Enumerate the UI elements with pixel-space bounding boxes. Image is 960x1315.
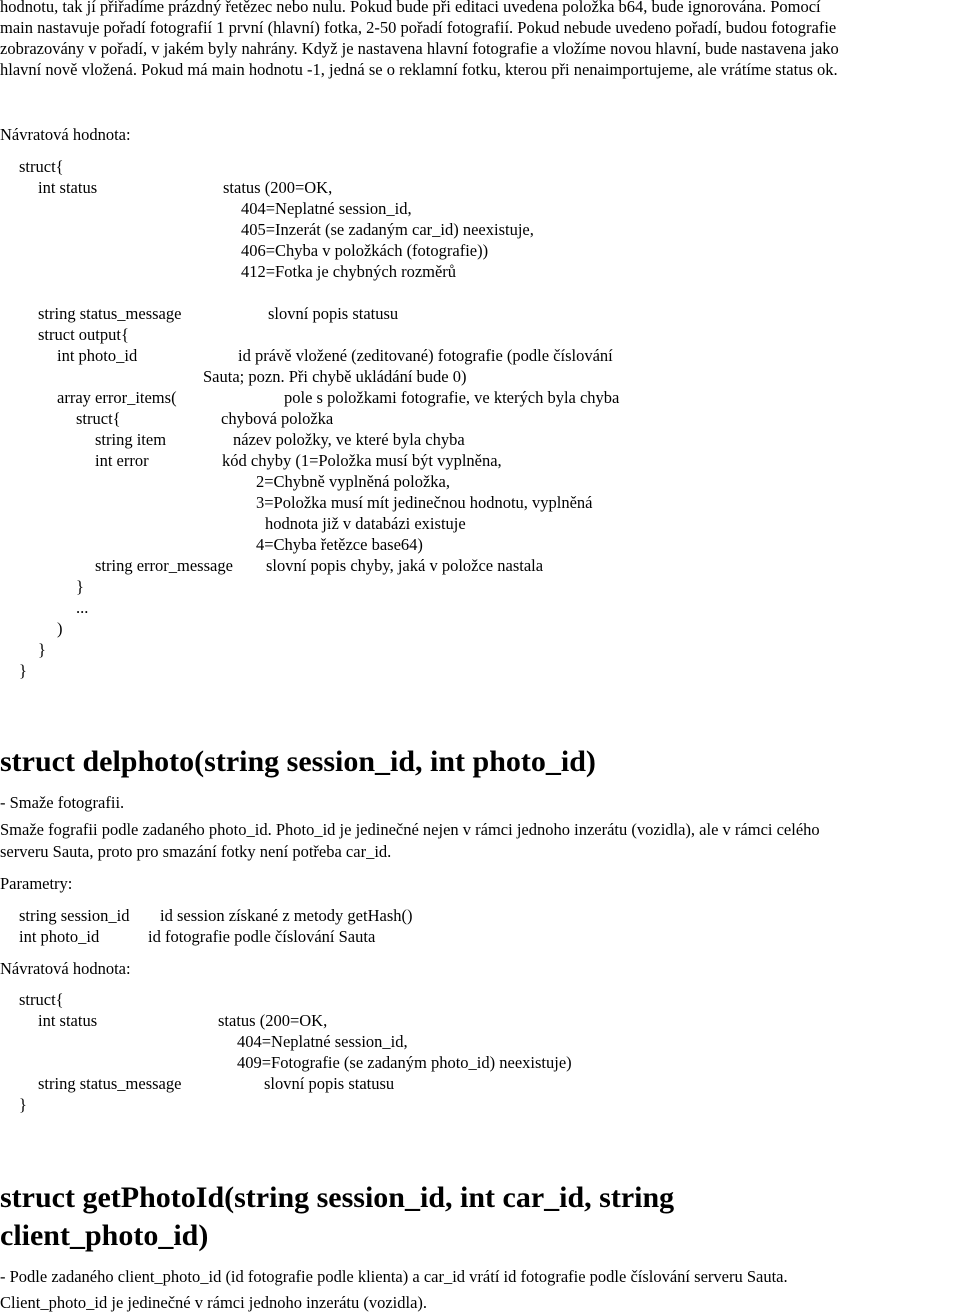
return-label: Návratová hodnota: xyxy=(0,125,131,144)
status-desc-3: 405=Inzerát (se zadaným car_id) neexistuje, xyxy=(241,220,534,239)
status-message-desc: slovní popis statusu xyxy=(268,304,399,323)
field-int-status: int status xyxy=(38,178,98,197)
delphoto-struct-open: struct{ xyxy=(19,990,64,1009)
getphotoid-heading-1: struct getPhotoId(string session_id, int car_id, string xyxy=(0,1181,675,1214)
status-desc-1: status (200=OK, xyxy=(223,178,333,197)
error-items-desc: pole s položkami fotografie, ve kterých byla chyba xyxy=(284,388,620,407)
error-desc-1: kód chyby (1=Položka musí být vyplněna, xyxy=(222,451,502,470)
delphoto-field-status-message: string status_message xyxy=(38,1074,182,1093)
struct-open: struct{ xyxy=(19,157,64,176)
delphoto-status-desc-3: 409=Fotografie (se zadaným photo_id) neexistuje) xyxy=(237,1053,572,1072)
delphoto-status-desc-2: 404=Neplatné session_id, xyxy=(237,1032,408,1051)
delphoto-desc-2: serveru Sauta, proto pro smazání fotky není potřeba car_id. xyxy=(0,842,392,861)
status-desc-5: 412=Fotka je chybných rozměrů xyxy=(241,262,457,281)
inner-struct: struct{ xyxy=(76,409,121,428)
intro-line-2: main nastavuje pořadí fotografií 1 první (hlavní) fotka, 2-50 pořadí fotografií. Pokud nebude uvedeno pořadí, budou fotografie xyxy=(0,18,837,37)
field-error: int error xyxy=(95,451,149,470)
getphotoid-desc-1: - Podle zadaného client_photo_id (id fotografie podle klienta) a car_id vrátí id fotografie podle číslování serveru Sauta. xyxy=(0,1267,788,1286)
field-item: string item xyxy=(95,430,167,449)
field-error-message: string error_message xyxy=(95,556,233,575)
photo-id-desc-1: id právě vložené (zeditované) fotografie (podle číslování xyxy=(238,346,613,365)
delphoto-status-desc-1: status (200=OK, xyxy=(218,1011,328,1030)
error-desc-3: 3=Položka musí mít jedinečnou hodnotu, vyplněná xyxy=(256,493,593,512)
delphoto-field-status: int status xyxy=(38,1011,98,1030)
close-output: } xyxy=(38,640,46,659)
close-inner-struct: } xyxy=(76,577,84,596)
close-paren: ) xyxy=(57,619,63,638)
error-message-desc: slovní popis chyby, jaká v položce nastala xyxy=(266,556,544,575)
item-desc: název položky, ve které byla chyba xyxy=(233,430,465,449)
intro-line-1: hodnotu, tak jí přiřadíme prázdný řetězec nebo nulu. Pokud bude při editaci uvedena položka b64, bude ignorována. Pomocí xyxy=(0,0,821,16)
field-photo-id: int photo_id xyxy=(57,346,138,365)
getphotoid-heading-2: client_photo_id) xyxy=(0,1219,209,1252)
ellipsis: ... xyxy=(76,598,89,617)
error-desc-4: hodnota již v databázi existuje xyxy=(265,514,466,533)
delphoto-return-label: Návratová hodnota: xyxy=(0,959,131,978)
param-photo-name: int photo_id xyxy=(19,927,100,946)
param-session-desc: id session získané z metody getHash() xyxy=(160,906,413,925)
inner-struct-desc: chybová položka xyxy=(221,409,334,428)
status-desc-2: 404=Neplatné session_id, xyxy=(241,199,412,218)
delphoto-heading: struct delphoto(string session_id, int photo_id) xyxy=(0,745,596,778)
delphoto-summary: - Smaže fotografii. xyxy=(0,793,125,812)
delphoto-status-message-desc: slovní popis statusu xyxy=(264,1074,395,1093)
delphoto-struct-close: } xyxy=(19,1095,27,1114)
intro-line-4: hlavní nově vložená. Pokud má main hodnotu -1, jedná se o reklamní fotku, kterou při nenaimportujeme, ale vrátíme status ok. xyxy=(0,60,838,79)
delphoto-desc-1: Smaže fografii podle zadaného photo_id. Photo_id je jedinečné nejen v rámci jednoho inzerátu (vozidla), ale v rámci celého xyxy=(0,820,820,839)
photo-id-desc-2: Sauta; pozn. Při chybě ukládání bude 0) xyxy=(203,367,467,386)
status-desc-4: 406=Chyba v položkách (fotografie)) xyxy=(241,241,489,260)
field-status-message: string status_message xyxy=(38,304,182,323)
params-label: Parametry: xyxy=(0,874,73,893)
error-desc-2: 2=Chybně vyplněná položka, xyxy=(256,472,450,491)
intro-line-3: zobrazovány v pořadí, v jakém byly nahrány. Když je nastavena hlavní fotografie a vložíme novou hlavní, bude nastavena jako xyxy=(0,39,839,58)
param-session-name: string session_id xyxy=(19,906,130,925)
field-error-items: array error_items( xyxy=(57,388,177,407)
param-photo-desc: id fotografie podle číslování Sauta xyxy=(148,927,376,946)
struct-output: struct output{ xyxy=(38,325,129,344)
error-desc-5: 4=Chyba řetězce base64) xyxy=(256,535,423,554)
getphotoid-desc-2: Client_photo_id je jedinečné v rámci jednoho inzerátu (vozidla). xyxy=(0,1293,428,1312)
close-struct: } xyxy=(19,661,27,680)
